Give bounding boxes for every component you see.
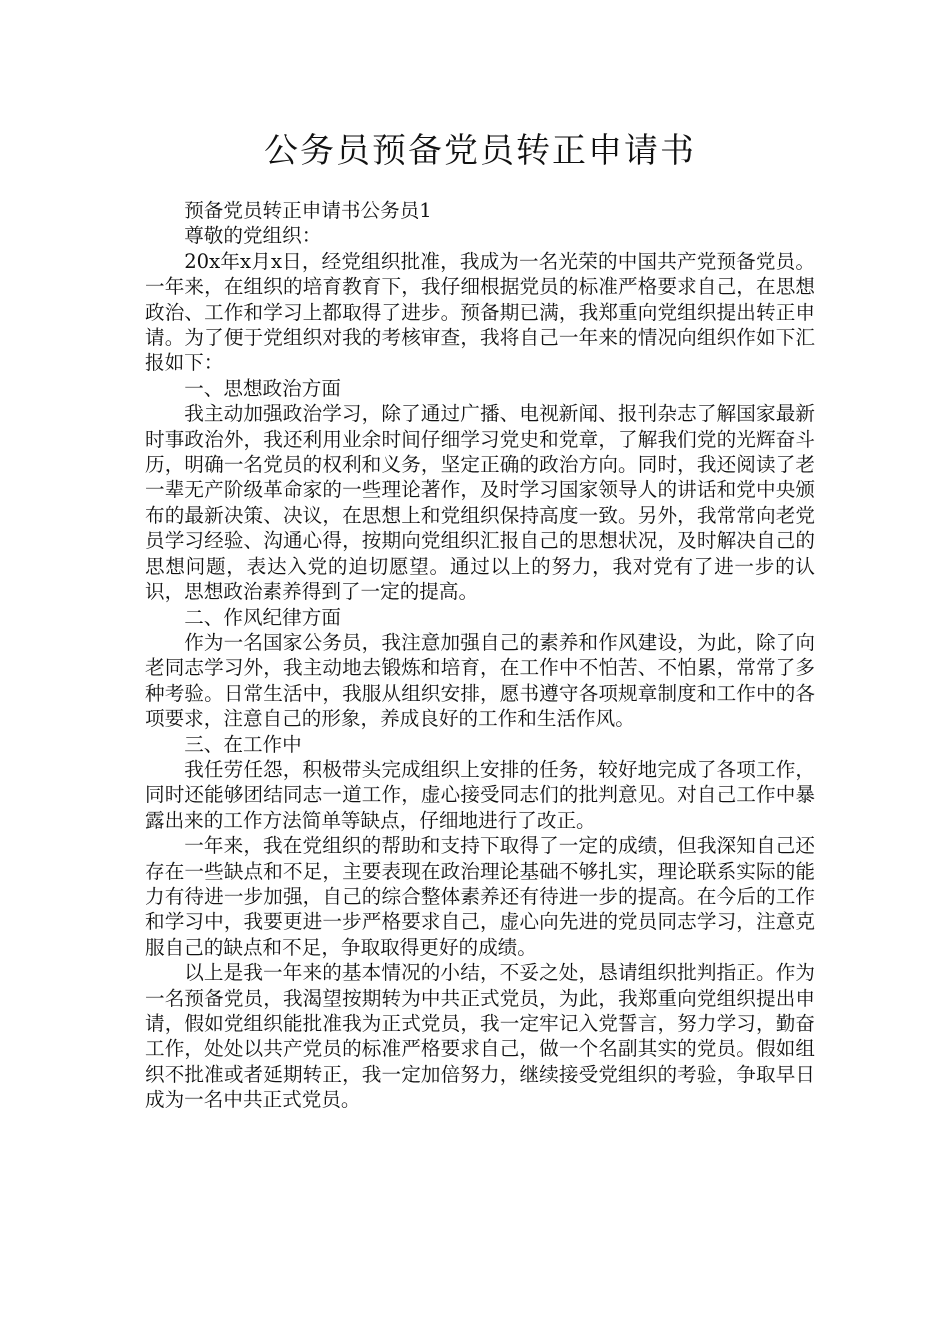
work-paragraph: 我任劳任怨，积极带头完成组织上安排的任务，较好地完成了各项工作，同时还能够团结同志一道工作，虚心接受同志们的批判意见。对自己工作中暴露出来的工作方法简单等缺点，仔细地进行了改正。 <box>145 757 815 832</box>
intro-paragraph: 20x年x月x日，经党组织批准，我成为一名光荣的中国共产党预备党员。一年来，在组织的培育教育下，我仔细根据党员的标准严格要求自己，在思想政治、工作和学习上都取得了进步。预备期已满，我郑重向党组织提出转正申请。为了便于党组织对我的考核审查，我将自己一年来的情况向组织作如下汇报如下： <box>145 249 815 375</box>
salutation: 尊敬的党组织： <box>184 224 322 248</box>
document-body <box>145 198 815 1113</box>
section-heading-discipline: 二、作风纪律方面 <box>184 605 341 629</box>
discipline-paragraph: 作为一名国家公务员，我注意加强自己的素养和作风建设，为此，除了向老同志学习外，我主动地去锻炼和培育，在工作中不怕苦、不怕累，常常了多种考验。日常生活中，我服从组织安排，愿书遵守各项规章制度和工作中的各项要求，注意自己的形象，养成良好的工作和生活作风。 <box>145 630 815 731</box>
closing-paragraph: 以上是我一年来的基本情况的小结，不妥之处，恳请组织批判指正。作为一名预备党员，我渴望按期转为中共正式党员，为此，我郑重向党组织提出申请，假如党组织能批准我为正式党员，我一定牢记入党誓言，努力学习，勤奋工作，处处以共产党员的标准严格要求自己，做一个名副其实的党员。假如组织不批准或者延期转正，我一定加倍努力，继续接受党组织的考验，争取早日成为一名中共正式党员。 <box>145 961 815 1112</box>
subtitle-line: 预备党员转正申请书公务员1 <box>184 199 432 222</box>
section-heading-ideology: 一、思想政治方面 <box>184 376 341 400</box>
document-page <box>145 0 815 1344</box>
summary-paragraph: 一年来，我在党组织的帮助和支持下取得了一定的成绩，但我深知自己还存在一些缺点和不足，主要表现在政治理论基础不够扎实，理论联系实际的能力有待进一步加强，自己的综合整体素养还有待进一步的提高。在今后的工作和学习中，我要更进一步严格要求自己，虚心向先进的党员同志学习，注意克服自己的缺点和不足，争取取得更好的成绩。 <box>145 834 815 959</box>
ideology-paragraph: 我主动加强政治学习，除了通过广播、电视新闻、报刊杂志了解国家最新时事政治外，我还利用业余时间仔细学习党史和党章，了解我们党的光辉奋斗历，明确一名党员的权利和义务，坚定正确的政治方向。同时，我还阅读了老一辈无产阶级革命家的一些理论著作，及时学习国家领导人的讲话和党中央颁布的最新决策、决议，在思想上和党组织保持高度一致。另外，我常常向老党员学习经验、沟通心得，按期向党组织汇报自己的思想状况，及时解决自己的思想问题，表达入党的迫切愿望。通过以上的努力，我对党有了进一步的认识，思想政治素养得到了一定的提高。 <box>145 402 815 604</box>
section-heading-work: 三、在工作中 <box>184 732 302 756</box>
document-title: 公务员预备党员转正申请书 <box>264 131 696 171</box>
